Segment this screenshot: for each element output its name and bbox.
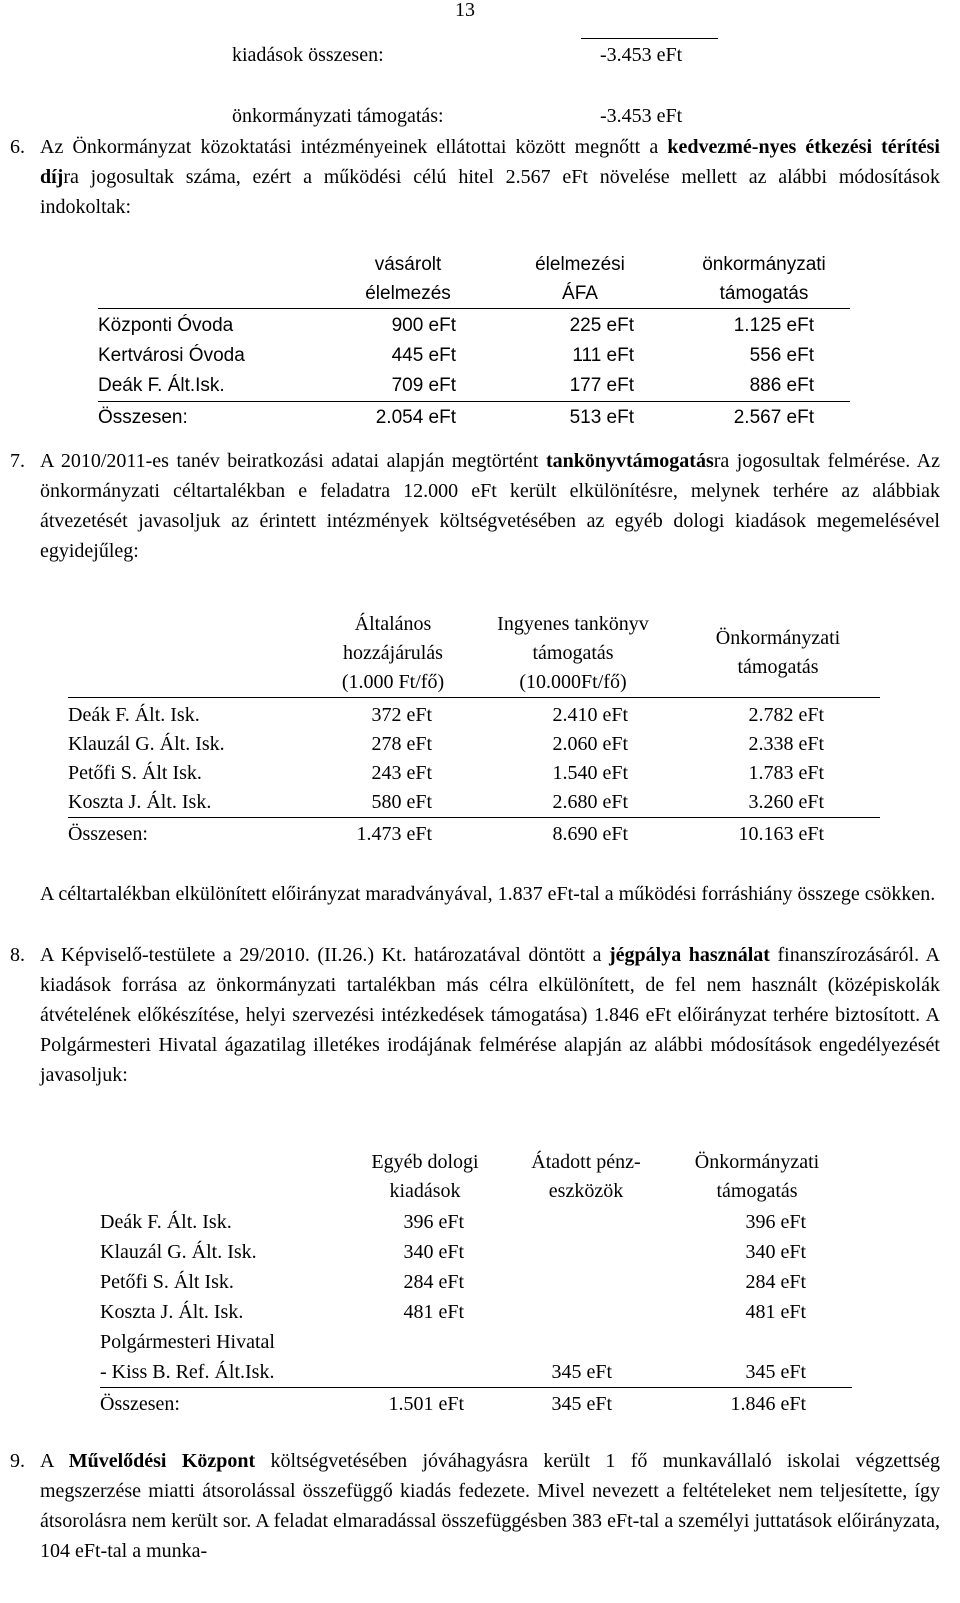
item6-header-col3: önkormányzati támogatás (702, 254, 826, 304)
item8-total-rule (100, 1387, 852, 1388)
table-row: Klauzál G. Ált. Isk. 340 eFt 340 eFt (100, 1241, 806, 1263)
table-total-row: Összesen: 1.501 eFt 345 eFt 1.846 eFt (100, 1393, 806, 1415)
item9-number: 9. (10, 1450, 25, 1472)
item7-paragraph: A 2010/2011-es tanév beiratkozási adatai alapján megtörtént tankönyvtámogatásra jogosultak felmérése. Az önkormányzati céltartalékban e feladatra 12.000 eFt került elkülönítésre, melynek terhére az alábbiak átvezetését javasoljuk az érintett intézmények költségvetésében az egyéb dologi kiadások megemelésével egyidejűleg: (40, 450, 940, 562)
item8-header-col2: Átadott pénz- eszközök (531, 1151, 641, 1202)
table-total-row: Összesen: 2.054 eFt 513 eFt 2.567 eFt (98, 407, 814, 428)
table-row: Koszta J. Ált. Isk. 580 eFt 2.680 eFt 3.260 eFt (68, 791, 824, 813)
table-row: Kertvárosi Óvoda 445 eFt 111 eFt 556 eFt (98, 345, 814, 366)
page-number: 13 (455, 0, 475, 21)
item8-header-col3: Önkormányzati támogatás (694, 1151, 820, 1202)
table-row: Koszta J. Ált. Isk. 481 eFt 481 eFt (100, 1301, 806, 1323)
item8-table (100, 1148, 852, 1438)
item7-after-paragraph: A céltartalékban elkülönített előirányzat maradványával, 1.837 eFt-tal a működési forráshiány összege csökken. (40, 883, 936, 905)
table-row: Petőfi S. Ált Isk. 284 eFt 284 eFt (100, 1271, 806, 1293)
item7-total-rule (68, 817, 880, 818)
summary-support-label: önkormányzati támogatás: (232, 105, 444, 127)
item6-paragraph: Az Önkormányzat közoktatási intézményeinek ellátottai között megnőtt a kedvezmé-nyes étkezési térítési díjra jogosultak száma, ezért a működési célú hitel 2.567 eFt növelése mellett az alábbi módosítások indokoltak: (40, 136, 940, 218)
table-row: Petőfi S. Ált Isk. 243 eFt 1.540 eFt 1.783 eFt (68, 762, 824, 784)
table-row: Deák F. Ált.Isk. 709 eFt 177 eFt 886 eFt (98, 375, 814, 396)
item7-header-col2: Ingyenes tankönyv támogatás (10.000Ft/fő) (497, 613, 649, 693)
table-row: Deák F. Ált. Isk. 396 eFt 396 eFt (100, 1211, 806, 1233)
summary-expenses-label: kiadások összesen: (232, 44, 384, 66)
item7-header-col1: Általános hozzájárulás (1.000 Ft/fő) (341, 613, 445, 693)
table-row: - Kiss B. Ref. Ált.Isk. 345 eFt 345 eFt (100, 1361, 806, 1383)
table-row: Központi Óvoda 900 eFt 225 eFt 1.125 eFt (98, 315, 814, 336)
table-row: Klauzál G. Ált. Isk. 278 eFt 2.060 eFt 2.338 eFt (68, 733, 824, 755)
item8-paragraph: A Képviselő-testülete a 29/2010. (II.26.) Kt. határozatával döntött a jégpálya használat finanszírozásáról. A kiadások forrása az önkormányzati tartalékban más célra elkülönített, de fel nem használt (középiskolák átvételének előkészítése, helyi szervezési intézkedések támogatása) 1.846 eFt előirányzat terhére biztosított. A Polgármesteri Hivatal ágazatilag illetékes irodájának felmérése alapján az alábbi módosítások engedélyezését javasoljuk: (40, 944, 940, 1086)
item6-header-col2: élelmezési ÁFA (535, 254, 625, 304)
item6-total-rule (98, 401, 850, 402)
item6-number: 6. (10, 136, 25, 158)
item8-header-col1: Egyéb dologi kiadások (371, 1151, 479, 1202)
item7-table (68, 610, 880, 850)
item7-header-col3: Önkormányzati támogatás (715, 627, 841, 678)
summary-top-rule (581, 38, 718, 39)
item6-table (98, 250, 850, 430)
item6-header-col1: vásárolt élelmezés (365, 254, 451, 304)
table-row: Deák F. Ált. Isk. 372 eFt 2.410 eFt 2.782 eFt (68, 704, 824, 726)
item8-number: 8. (10, 944, 25, 966)
summary-support-value: -3.453 eFt (600, 105, 683, 127)
item7-number: 7. (10, 450, 25, 472)
item7-header-rule (68, 697, 880, 698)
item6-header-rule (98, 308, 850, 309)
table-row: Polgármesteri Hivatal (100, 1331, 275, 1353)
item9-paragraph: A Művelődési Központ költségvetésében jóváhagyásra került 1 fő munkavállaló iskolai végzettség megszerzése miatti átsorolással összefüggő kiadás fedezete. Mivel nevezett a feltételeket nem teljesítette, így átsorolásra nem került sor. A feladat elmaradással összefüggésben 383 eFt-tal a személyi juttatások előirányzata, 104 eFt-tal a munka- (40, 1450, 941, 1562)
table-total-row: Összesen: 1.473 eFt 8.690 eFt 10.163 eFt (68, 823, 824, 845)
summary-expenses-value: -3.453 eFt (600, 44, 683, 66)
